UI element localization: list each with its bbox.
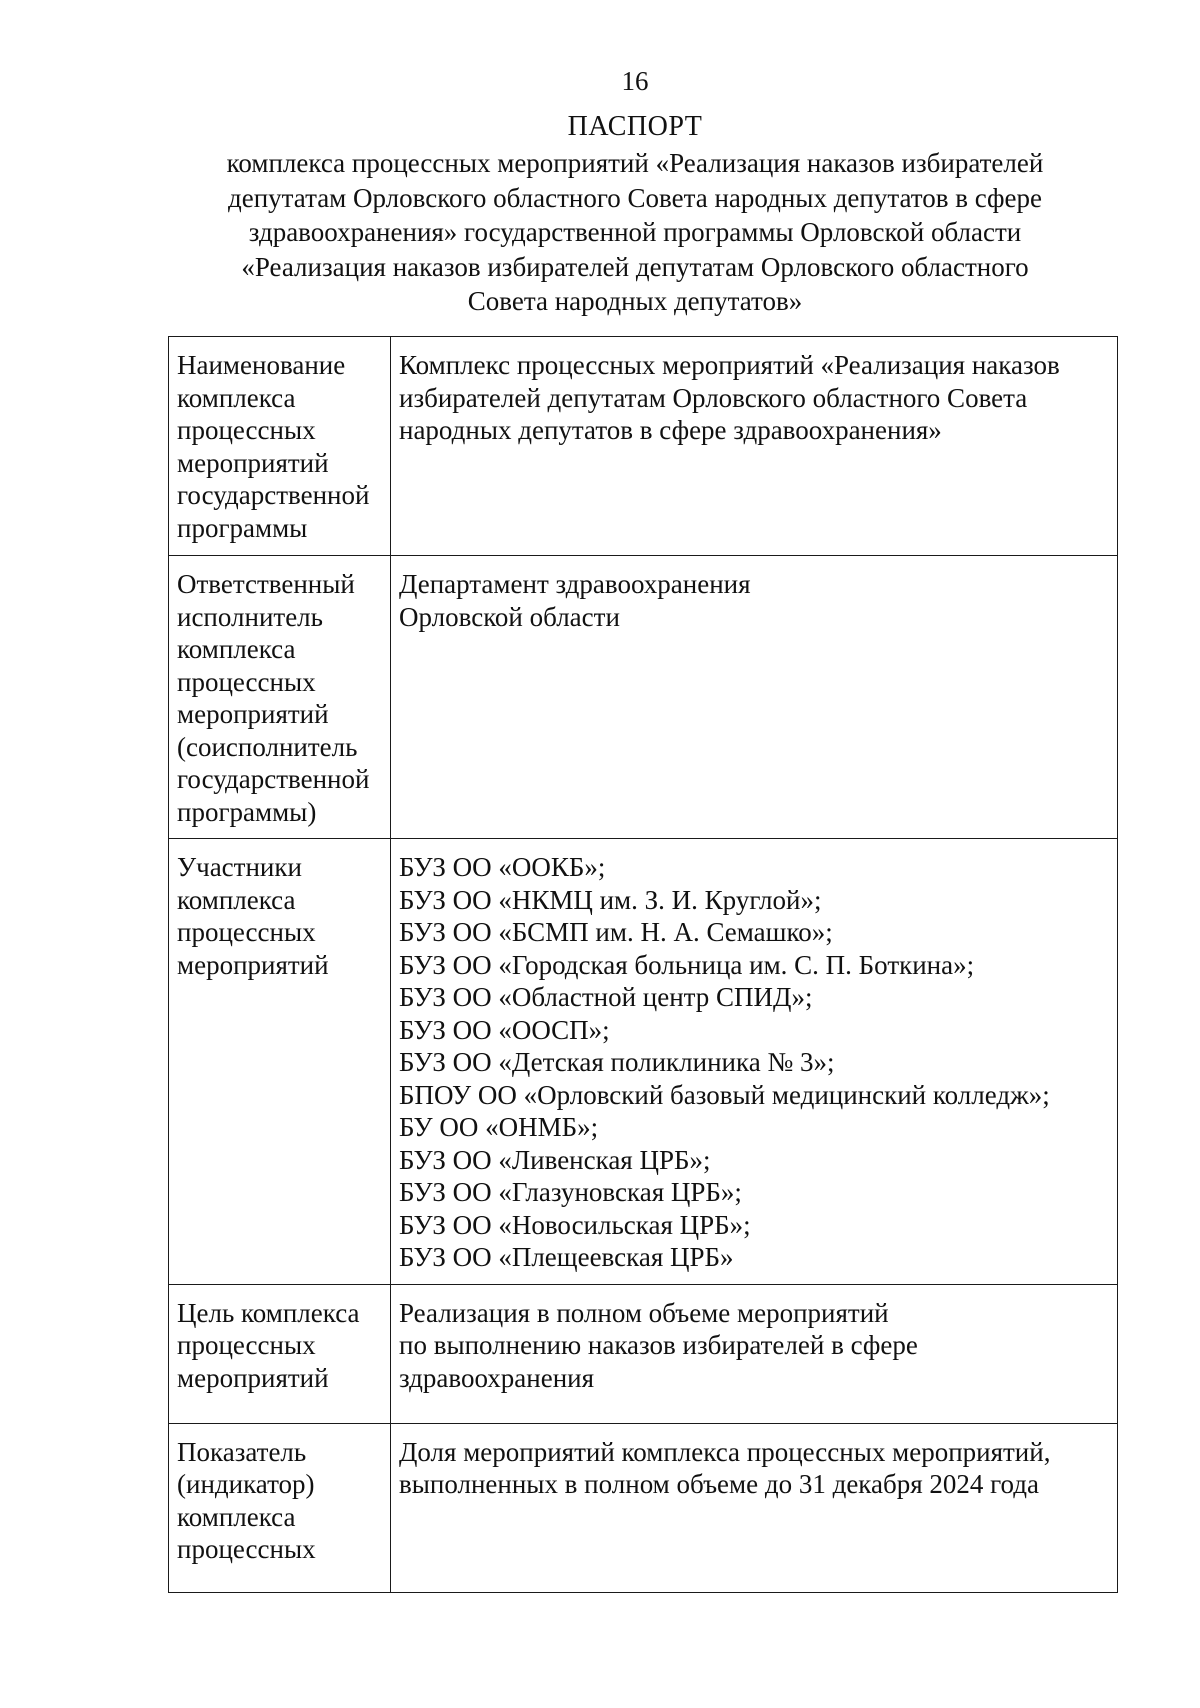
label-line: программы <box>177 512 308 543</box>
row-label <box>169 1423 391 1592</box>
label-line: Наименование <box>177 350 346 380</box>
value-line: БУЗ ОО «БСМП им. Н. А. Семашко»; <box>399 917 833 947</box>
value-line: Реализация в полном объеме мероприятий <box>399 1297 889 1328</box>
row-value <box>391 556 1118 839</box>
value-line: БУЗ ОО «ООКБ»; <box>399 852 606 882</box>
value-line: Орловской области <box>399 601 620 632</box>
table-row-participants <box>169 839 1118 1285</box>
table-row-indicator <box>169 1423 1118 1592</box>
table-row-goal <box>169 1284 1118 1423</box>
row-value <box>391 1284 1118 1423</box>
row-value <box>391 337 1118 556</box>
subtitle-line: комплекса процессных мероприятий «Реализация наказов избирателей <box>226 148 1044 178</box>
value-line: здравоохранения <box>399 1362 595 1393</box>
document-title: ПАСПОРТ <box>567 111 703 142</box>
value-line: избирателей депутатам Орловского областного Совета <box>399 382 1028 413</box>
label-line: исполнитель <box>177 601 323 632</box>
document-subtitle <box>190 146 1080 319</box>
value-line: БУЗ ОО «Глазуновская ЦРБ»; <box>399 1177 742 1207</box>
label-line: комплекса <box>177 1501 296 1532</box>
label-line: мероприятий <box>177 699 329 729</box>
value-line: БУЗ ОО «ООСП»; <box>399 1014 610 1045</box>
table-row-responsible-executor <box>169 556 1118 839</box>
value-line: Комплекс процессных мероприятий «Реализация наказов <box>399 350 1060 380</box>
label-line: государственной <box>177 764 370 794</box>
label-line: программы) <box>177 796 317 827</box>
label-line: Цель комплекса <box>177 1297 360 1328</box>
label-line: процессных <box>177 1534 316 1564</box>
value-line: выполненных в полном объеме до 31 декабря 2024 года <box>399 1469 1039 1499</box>
subtitle-line: Совета народных депутатов» <box>467 286 803 316</box>
row-label <box>169 1284 391 1423</box>
value-line: БУЗ ОО «Детская поликлиника № 3»; <box>399 1047 835 1077</box>
subtitle-line: «Реализация наказов избирателей депутатам Орловского областного <box>241 251 1029 282</box>
row-value <box>391 1423 1118 1592</box>
page-number: 16 <box>621 66 649 96</box>
label-line: (соисполнитель <box>177 731 358 762</box>
label-line: Участники <box>177 852 302 882</box>
value-line: по выполнению наказов избирателей в сфере <box>399 1330 918 1360</box>
label-line: мероприятий <box>177 1362 329 1393</box>
value-line: БУ ОО «ОНМБ»; <box>399 1112 599 1142</box>
value-line: БУЗ ОО «Областной центр СПИД»; <box>399 982 813 1012</box>
row-value <box>391 839 1118 1285</box>
value-line: БПОУ ОО «Орловский базовый медицинский колледж»; <box>399 1079 1050 1110</box>
value-line: БУЗ ОО «Плещеевская ЦРБ» <box>399 1242 734 1272</box>
label-line: мероприятий <box>177 447 329 478</box>
value-line: Департамент здравоохранения <box>399 569 751 599</box>
table-row-name <box>169 337 1118 556</box>
label-line: (индикатор) <box>177 1469 315 1499</box>
label-line: комплекса <box>177 382 296 413</box>
label-line: мероприятий <box>177 949 329 980</box>
row-label <box>169 839 391 1285</box>
label-line: процессных <box>177 666 316 697</box>
label-line: Ответственный <box>177 569 355 599</box>
label-line: комплекса <box>177 634 296 664</box>
value-line: БУЗ ОО «НКМЦ им. З. И. Круглой»; <box>399 884 822 915</box>
label-line: государственной <box>177 480 370 510</box>
value-line: БУЗ ОО «Городская больница им. С. П. Боткина»; <box>399 949 975 980</box>
value-line: народных депутатов в сфере здравоохранения» <box>399 415 942 445</box>
passport-table <box>168 336 1118 1593</box>
value-line: БУЗ ОО «Новосильская ЦРБ»; <box>399 1209 751 1240</box>
label-line: процессных <box>177 415 316 445</box>
label-line: процессных <box>177 1330 316 1360</box>
label-line: процессных <box>177 917 316 947</box>
label-line: комплекса <box>177 884 296 915</box>
value-line: Доля мероприятий комплекса процессных мероприятий, <box>399 1436 1051 1467</box>
row-label <box>169 556 391 839</box>
subtitle-line: здравоохранения» государственной программы Орловской области <box>248 217 1022 247</box>
label-line: Показатель <box>177 1436 307 1467</box>
value-line: БУЗ ОО «Ливенская ЦРБ»; <box>399 1144 711 1175</box>
subtitle-line: депутатам Орловского областного Совета народных депутатов в сфере <box>227 182 1042 213</box>
row-label <box>169 337 391 556</box>
